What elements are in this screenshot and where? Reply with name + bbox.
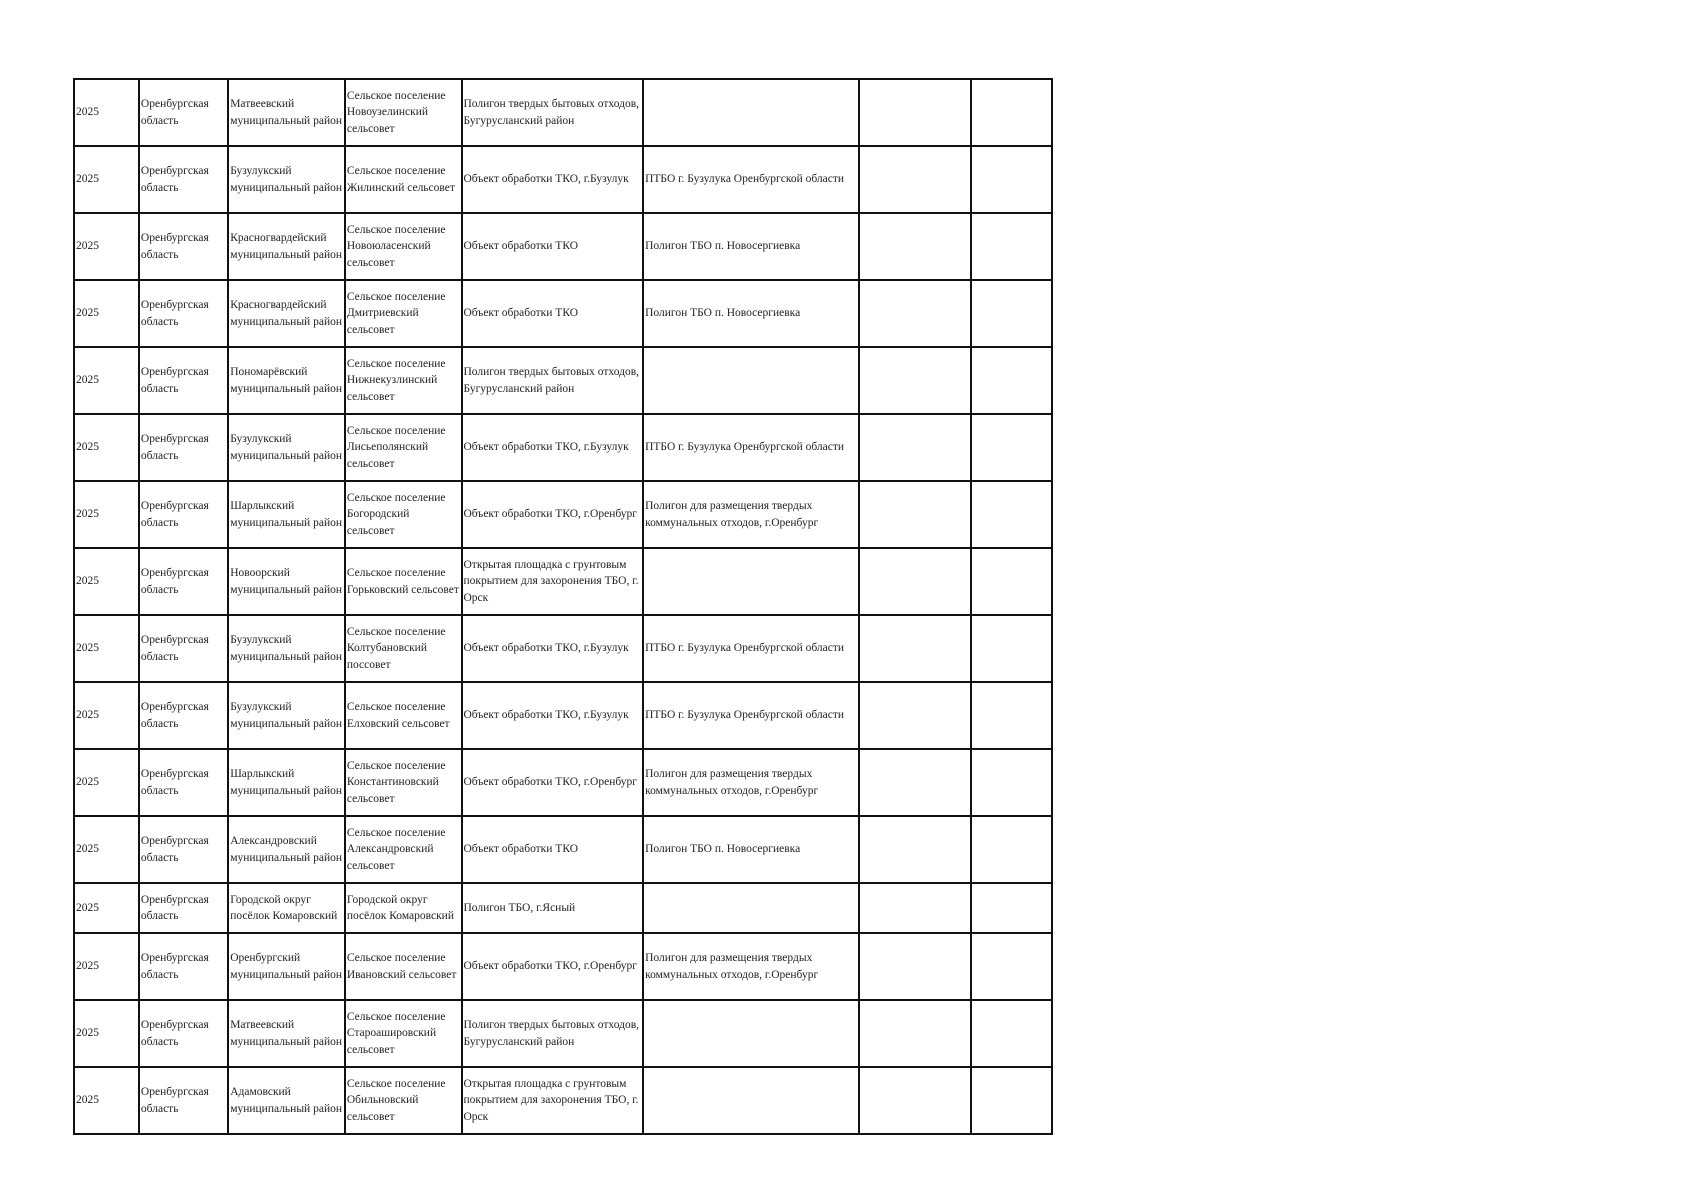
empty-cell-7: [859, 414, 971, 481]
year-cell: 2025: [74, 481, 139, 548]
empty-cell-8: [971, 481, 1052, 548]
table-row: [74, 146, 1052, 213]
settlement-cell: Сельское поселение Константиновский сельсовет: [345, 749, 462, 816]
district-cell: Новоорский муниципальный район: [228, 548, 345, 615]
region-cell: Оренбургская область: [139, 414, 228, 481]
empty-cell-7: [859, 682, 971, 749]
table-row: [74, 481, 1052, 548]
settlement-cell: Сельское поселение Горьковский сельсовет: [345, 548, 462, 615]
empty-cell-8: [971, 280, 1052, 347]
disposal-object-cell: Полигон ТБО п. Новосергиевка: [643, 213, 859, 280]
processing-object-cell: Полигон твердых бытовых отходов, Бугурусланский район: [462, 79, 644, 146]
processing-object-cell: Объект обработки ТКО, г.Бузулук: [462, 615, 644, 682]
empty-cell-7: [859, 816, 971, 883]
processing-object-cell: Полигон ТБО, г.Ясный: [462, 883, 644, 933]
district-cell: Пономарёвский муниципальный район: [228, 347, 345, 414]
region-cell: Оренбургская область: [139, 548, 228, 615]
disposal-object-cell: ПТБО г. Бузулука Оренбургской области: [643, 146, 859, 213]
table-row: [74, 280, 1052, 347]
region-cell: Оренбургская область: [139, 933, 228, 1000]
empty-cell-7: [859, 280, 971, 347]
settlement-cell: Сельское поселение Лисьеполянский сельсовет: [345, 414, 462, 481]
district-cell: Шарлыкский муниципальный район: [228, 749, 345, 816]
empty-cell-7: [859, 79, 971, 146]
disposal-object-cell: Полигон для размещения твердых коммунальных отходов, г.Оренбург: [643, 749, 859, 816]
empty-cell-8: [971, 1000, 1052, 1067]
year-cell: 2025: [74, 213, 139, 280]
settlement-cell: Сельское поселение Богородский сельсовет: [345, 481, 462, 548]
year-cell: 2025: [74, 615, 139, 682]
settlement-cell: Сельское поселение Дмитриевский сельсовет: [345, 280, 462, 347]
empty-cell-8: [971, 816, 1052, 883]
disposal-object-cell: [643, 883, 859, 933]
district-cell: Городской округ посёлок Комаровский: [228, 883, 345, 933]
region-cell: Оренбургская область: [139, 280, 228, 347]
processing-object-cell: Открытая площадка с грунтовым покрытием для захоронения ТБО, г. Орск: [462, 1067, 644, 1134]
empty-cell-7: [859, 213, 971, 280]
district-cell: Бузулукский муниципальный район: [228, 146, 345, 213]
empty-cell-8: [971, 682, 1052, 749]
region-cell: Оренбургская область: [139, 682, 228, 749]
disposal-object-cell: [643, 1000, 859, 1067]
year-cell: 2025: [74, 933, 139, 1000]
empty-cell-7: [859, 548, 971, 615]
empty-cell-8: [971, 79, 1052, 146]
settlement-cell: Сельское поселение Нижнекузлинский сельсовет: [345, 347, 462, 414]
table-body: [74, 79, 1052, 1134]
district-cell: Красногвардейский муниципальный район: [228, 213, 345, 280]
processing-object-cell: Объект обработки ТКО, г.Оренбург: [462, 481, 644, 548]
processing-object-cell: Объект обработки ТКО, г.Бузулук: [462, 414, 644, 481]
table-row: [74, 79, 1052, 146]
settlement-cell: Сельское поселение Жилинский сельсовет: [345, 146, 462, 213]
table-row: [74, 749, 1052, 816]
empty-cell-7: [859, 146, 971, 213]
year-cell: 2025: [74, 548, 139, 615]
processing-object-cell: Объект обработки ТКО, г.Оренбург: [462, 933, 644, 1000]
empty-cell-7: [859, 481, 971, 548]
empty-cell-8: [971, 414, 1052, 481]
disposal-object-cell: Полигон ТБО п. Новосергиевка: [643, 280, 859, 347]
empty-cell-8: [971, 615, 1052, 682]
year-cell: 2025: [74, 79, 139, 146]
table-row: [74, 883, 1052, 933]
region-cell: Оренбургская область: [139, 481, 228, 548]
table-row: [74, 347, 1052, 414]
district-cell: Матвеевский муниципальный район: [228, 79, 345, 146]
empty-cell-7: [859, 1067, 971, 1134]
region-cell: Оренбургская область: [139, 615, 228, 682]
district-cell: Красногвардейский муниципальный район: [228, 280, 345, 347]
year-cell: 2025: [74, 749, 139, 816]
district-cell: Бузулукский муниципальный район: [228, 615, 345, 682]
year-cell: 2025: [74, 280, 139, 347]
empty-cell-7: [859, 615, 971, 682]
region-cell: Оренбургская область: [139, 1067, 228, 1134]
empty-cell-8: [971, 213, 1052, 280]
table-row: [74, 615, 1052, 682]
empty-cell-7: [859, 933, 971, 1000]
settlement-cell: Сельское поселение Новоузелинский сельсовет: [345, 79, 462, 146]
disposal-object-cell: [643, 79, 859, 146]
processing-object-cell: Полигон твердых бытовых отходов, Бугурусланский район: [462, 1000, 644, 1067]
empty-cell-7: [859, 883, 971, 933]
year-cell: 2025: [74, 682, 139, 749]
region-cell: Оренбургская область: [139, 816, 228, 883]
empty-cell-8: [971, 548, 1052, 615]
disposal-object-cell: Полигон для размещения твердых коммунальных отходов, г.Оренбург: [643, 933, 859, 1000]
region-cell: Оренбургская область: [139, 213, 228, 280]
year-cell: 2025: [74, 816, 139, 883]
year-cell: 2025: [74, 1067, 139, 1134]
settlement-cell: Сельское поселение Ивановский сельсовет: [345, 933, 462, 1000]
disposal-object-cell: [643, 548, 859, 615]
district-cell: Шарлыкский муниципальный район: [228, 481, 345, 548]
disposal-object-cell: [643, 347, 859, 414]
district-cell: Оренбургский муниципальный район: [228, 933, 345, 1000]
waste-routing-table: [73, 78, 1053, 1135]
region-cell: Оренбургская область: [139, 749, 228, 816]
district-cell: Матвеевский муниципальный район: [228, 1000, 345, 1067]
processing-object-cell: Объект обработки ТКО, г.Бузулук: [462, 682, 644, 749]
region-cell: Оренбургская область: [139, 79, 228, 146]
empty-cell-8: [971, 146, 1052, 213]
processing-object-cell: Объект обработки ТКО: [462, 213, 644, 280]
district-cell: Адамовский муниципальный район: [228, 1067, 345, 1134]
year-cell: 2025: [74, 347, 139, 414]
region-cell: Оренбургская область: [139, 883, 228, 933]
table-row: [74, 213, 1052, 280]
empty-cell-7: [859, 347, 971, 414]
disposal-object-cell: ПТБО г. Бузулука Оренбургской области: [643, 615, 859, 682]
settlement-cell: Сельское поселение Староашировский сельсовет: [345, 1000, 462, 1067]
empty-cell-8: [971, 1067, 1052, 1134]
table-row: [74, 414, 1052, 481]
district-cell: Бузулукский муниципальный район: [228, 682, 345, 749]
empty-cell-8: [971, 749, 1052, 816]
processing-object-cell: Объект обработки ТКО, г.Оренбург: [462, 749, 644, 816]
region-cell: Оренбургская область: [139, 1000, 228, 1067]
processing-object-cell: Объект обработки ТКО, г.Бузулук: [462, 146, 644, 213]
processing-object-cell: Объект обработки ТКО: [462, 280, 644, 347]
processing-object-cell: Полигон твердых бытовых отходов, Бугурусланский район: [462, 347, 644, 414]
processing-object-cell: Объект обработки ТКО: [462, 816, 644, 883]
empty-cell-8: [971, 883, 1052, 933]
year-cell: 2025: [74, 1000, 139, 1067]
disposal-object-cell: ПТБО г. Бузулука Оренбургской области: [643, 682, 859, 749]
district-cell: Александровский муниципальный район: [228, 816, 345, 883]
region-cell: Оренбургская область: [139, 146, 228, 213]
year-cell: 2025: [74, 146, 139, 213]
disposal-object-cell: Полигон для размещения твердых коммунальных отходов, г.Оренбург: [643, 481, 859, 548]
settlement-cell: Сельское поселение Елховский сельсовет: [345, 682, 462, 749]
settlement-cell: Сельское поселение Новоюласенский сельсовет: [345, 213, 462, 280]
table-row: [74, 816, 1052, 883]
settlement-cell: Городской округ посёлок Комаровский: [345, 883, 462, 933]
table-row: [74, 682, 1052, 749]
year-cell: 2025: [74, 883, 139, 933]
table-row: [74, 1067, 1052, 1134]
processing-object-cell: Открытая площадка с грунтовым покрытием для захоронения ТБО, г. Орск: [462, 548, 644, 615]
table-row: [74, 548, 1052, 615]
empty-cell-7: [859, 749, 971, 816]
district-cell: Бузулукский муниципальный район: [228, 414, 345, 481]
settlement-cell: Сельское поселение Александровский сельсовет: [345, 816, 462, 883]
empty-cell-8: [971, 933, 1052, 1000]
empty-cell-7: [859, 1000, 971, 1067]
settlement-cell: Сельское поселение Обильновский сельсовет: [345, 1067, 462, 1134]
empty-cell-8: [971, 347, 1052, 414]
disposal-object-cell: Полигон ТБО п. Новосергиевка: [643, 816, 859, 883]
table-row: [74, 933, 1052, 1000]
settlement-cell: Сельское поселение Колтубановский поссовет: [345, 615, 462, 682]
region-cell: Оренбургская область: [139, 347, 228, 414]
disposal-object-cell: ПТБО г. Бузулука Оренбургской области: [643, 414, 859, 481]
year-cell: 2025: [74, 414, 139, 481]
disposal-object-cell: [643, 1067, 859, 1134]
table-row: [74, 1000, 1052, 1067]
